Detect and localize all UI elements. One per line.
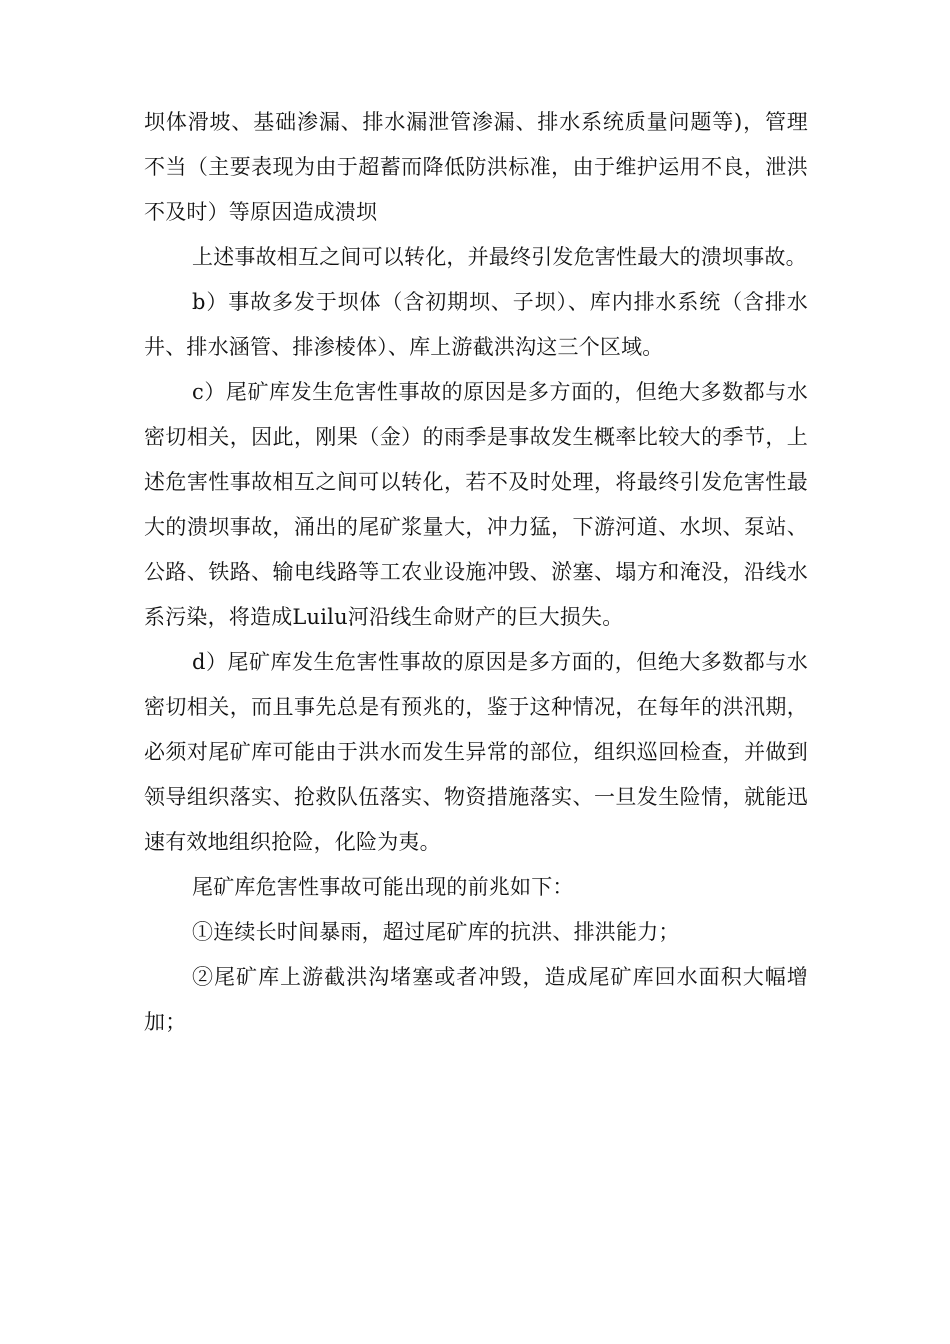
list-item-precursor-2: ②尾矿库上游截洪沟堵塞或者冲毁，造成尾矿库回水面积大幅增加； — [144, 965, 808, 1034]
paragraph-item-b: b）事故多发于坝体（含初期坝、子坝）、库内排水系统（含排水井、排水涵管、排渗棱体）、库上游截洪沟这三个区域。 — [144, 290, 808, 359]
document-body — [144, 100, 808, 1045]
paragraph-dam-failure-causes: 坝体滑坡、基础渗漏、排水漏泄管渗漏、排水系统质量问题等)，管理不当（主要表现为由于超蓄而降低防洪标准，由于维护运用不良，泄洪不及时）等原因造成溃坝 — [144, 110, 808, 224]
paragraph-accident-transformation: 上述事故相互之间可以转化，并最终引发危害性最大的溃坝事故。 — [192, 245, 807, 269]
paragraph-item-c: c）尾矿库发生危害性事故的原因是多方面的，但绝大多数都与水密切相关，因此，刚果（金）的雨季是事故发生概率比较大的季节，上述危害性事故相互之间可以转化，若不及时处理，将最终引发危害性最大的溃坝事故，涌出的尾矿浆量大，冲力猛，下游河道、水坝、泵站、公路、铁路、输电线路等工农业设施冲毁、淤塞、塌方和淹没，沿线水系污染，将造成Luilu河沿线生命财产的巨大损失。 — [144, 380, 808, 629]
list-item-precursor-1: ①连续长时间暴雨，超过尾矿库的抗洪、排洪能力； — [192, 920, 680, 944]
paragraph-item-d: d）尾矿库发生危害性事故的原因是多方面的，但绝大多数都与水密切相关，而且事先总是有预兆的，鉴于这种情况，在每年的洪汛期，必须对尾矿库可能由于洪水而发生异常的部位，组织巡回检查，并做到领导组织落实、抢救队伍落实、物资措施落实、一旦发生险情，就能迅速有效地组织抢险，化险为夷。 — [144, 650, 808, 854]
paragraph-precursors-intro: 尾矿库危害性事故可能出现的前兆如下： — [192, 875, 574, 899]
